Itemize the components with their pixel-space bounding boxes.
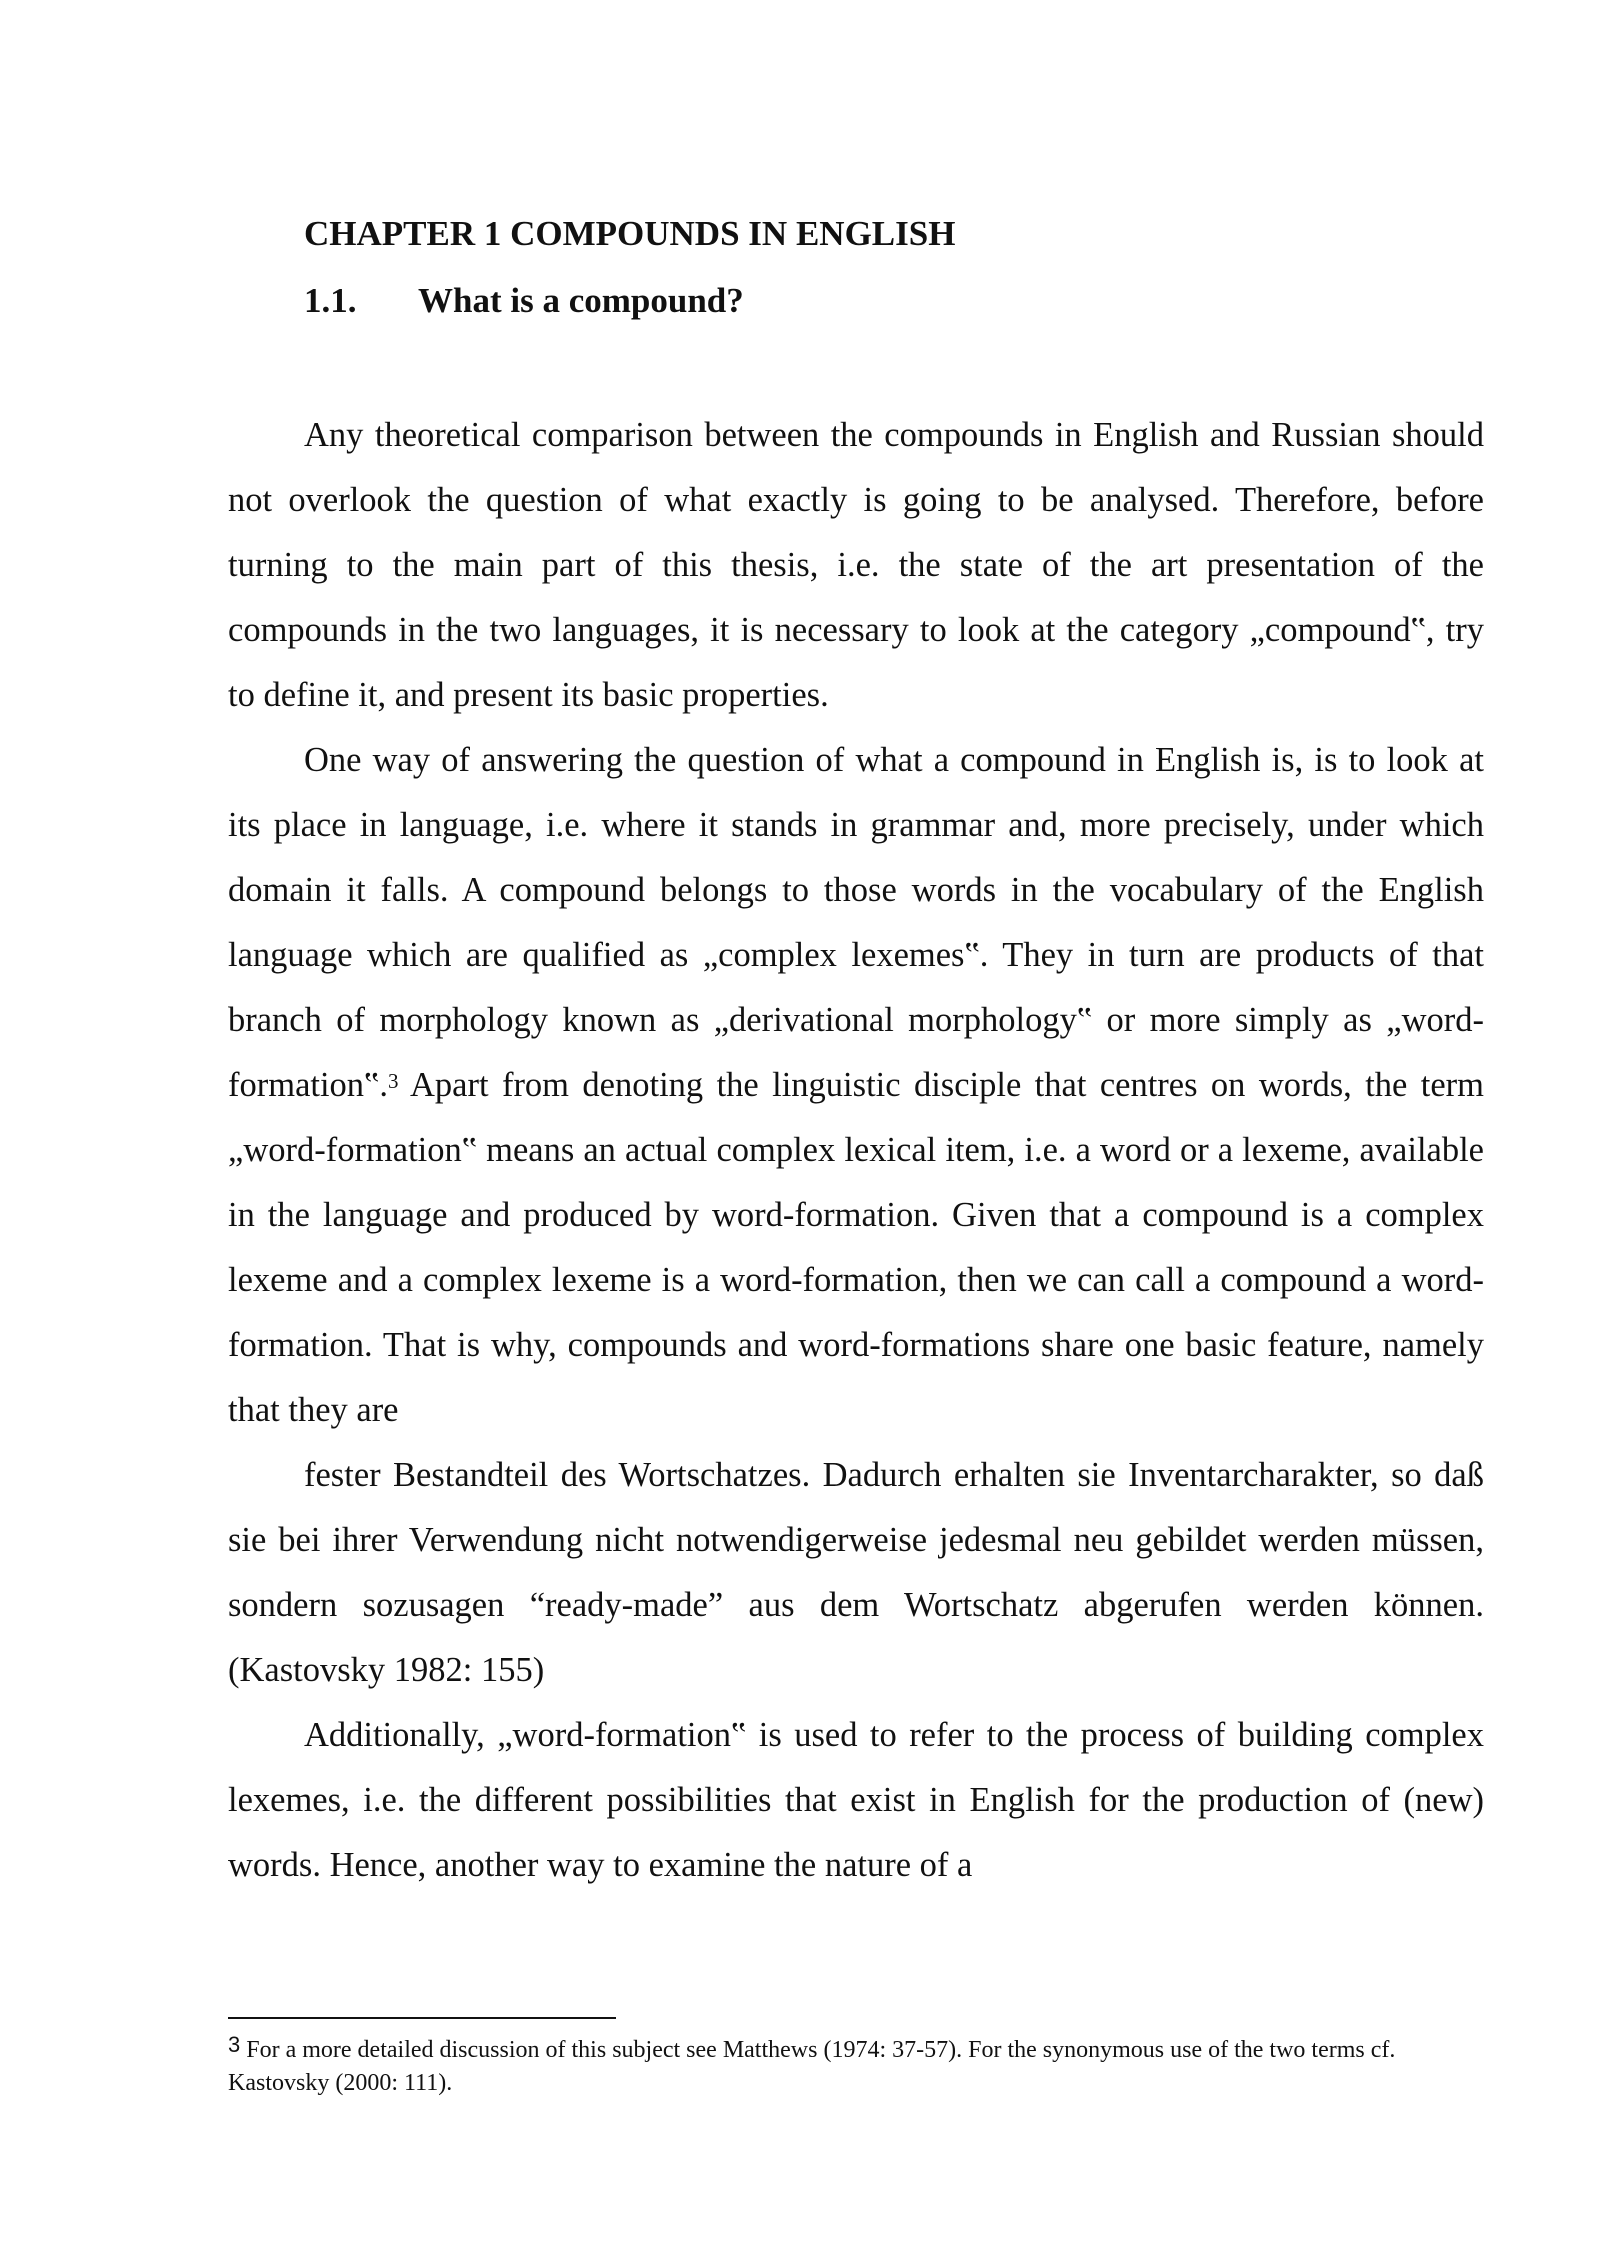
section-heading	[304, 281, 744, 321]
footnote-mark: 3	[228, 2032, 241, 2057]
section-number: 1.1.	[304, 281, 357, 320]
paragraph-definition-text-a: One way of answering the question of what a compound in English is, is to look at its place in language, i.e. where it stands in grammar and, more precisely, under which domain it falls. A compound belongs to those words in the vocabulary of the English language which are qualified as „complex lexemes‟. They in turn are products of that branch of morphology known as „derivational morphology‟ or more simply as „word-formation‟.	[228, 741, 1484, 1104]
body-text	[228, 403, 1484, 1898]
paragraph-definition	[228, 728, 1484, 1443]
footnote-divider	[228, 2017, 616, 2019]
section-title: What is a compound?	[418, 281, 744, 320]
paragraph-process: Additionally, „word-formation‟ is used to refer to the process of building complex lexemes, i.e. the different possibilities that exist in English for the production of (new) words. Hence, another way to examine the nature of a	[228, 1716, 1484, 1884]
chapter-title: CHAPTER 1 COMPOUNDS IN ENGLISH	[304, 214, 956, 253]
footnote-text: For a more detailed discussion of this subject see Matthews (1974: 37-57). For the synonymous use of the two terms cf. Kastovsky (2000: 111).	[228, 2037, 1396, 2096]
paragraph-intro: Any theoretical comparison between the compounds in English and Russian should not overlook the question of what exactly is going to be analysed. Therefore, before turning to the main part of this thesis, i.e. the state of the art presentation of the compounds in the two languages, it is necessary to look at the category „compound‟, try to define it, and present its basic properties.	[228, 416, 1484, 714]
footnote	[228, 2034, 1488, 2100]
block-quote: fester Bestandteil des Wortschatzes. Dadurch erhalten sie Inventarcharakter, so daß sie bei ihrer Verwendung nicht notwendigerweise jedesmal neu gebildet werden müssen, sondern sozusagen “ready-made” aus dem Wortschatz abgerufen werden können. (Kastovsky 1982: 155)	[228, 1456, 1484, 1689]
paragraph-definition-text-b: Apart from denoting the linguistic disciple that centres on words, the term „word-formation‟ means an actual complex lexical item, i.e. a word or a lexeme, available in the language and produced by word-formation. Given that a compound is a complex lexeme and a complex lexeme is a word-formation, then we can call a compound a word-formation. That is why, compounds and word-formations share one basic feature, namely that they are	[228, 1066, 1484, 1429]
footnote-reference[interactable]: 3	[387, 1069, 399, 1093]
